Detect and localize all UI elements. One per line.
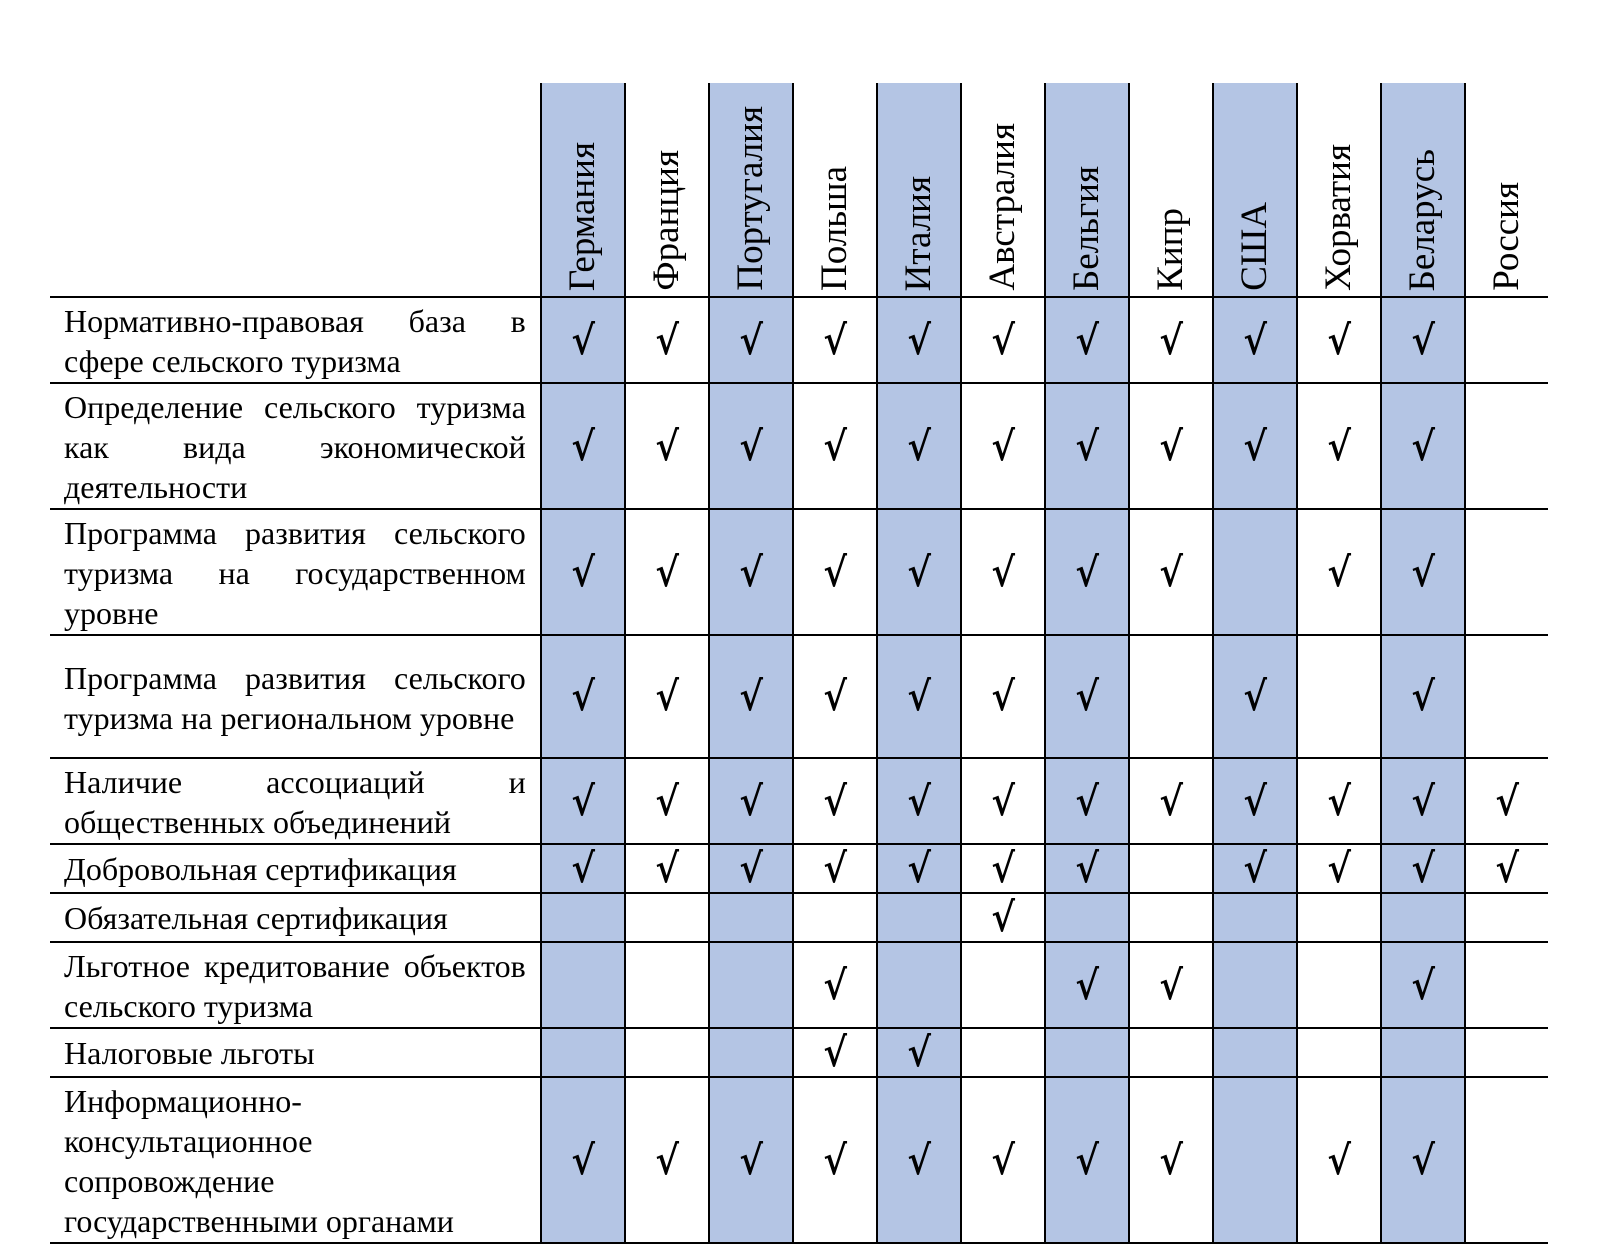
country-name: Польша — [814, 166, 856, 291]
table-cell — [541, 383, 625, 509]
table-cell — [1045, 758, 1129, 844]
check-mark-icon: √ — [1327, 548, 1351, 596]
table-cell — [961, 383, 1045, 509]
table-cell — [1381, 1077, 1465, 1243]
country-name: Россия — [1486, 182, 1528, 291]
table-cell — [1129, 844, 1213, 893]
table-cell — [1045, 297, 1129, 383]
table-cell — [1465, 893, 1548, 942]
row-label: Добровольная сертификация — [50, 844, 541, 893]
table-cell — [1213, 758, 1297, 844]
table-cell — [625, 1028, 709, 1077]
table-cell — [1465, 1028, 1548, 1077]
header-row — [50, 83, 1548, 297]
check-mark-icon: √ — [1327, 777, 1351, 825]
table-cell — [1213, 844, 1297, 893]
check-mark-icon: √ — [1159, 548, 1183, 596]
table-cell — [877, 635, 961, 758]
check-mark-icon: √ — [570, 422, 595, 470]
check-mark-icon: √ — [1243, 422, 1267, 470]
table-cell — [1381, 942, 1465, 1028]
check-mark-icon: √ — [654, 845, 679, 892]
table-cell — [625, 383, 709, 509]
row-label: Налоговые льготы — [50, 1028, 541, 1077]
check-mark-icon: √ — [907, 673, 931, 720]
country-name: Бельгия — [1066, 165, 1108, 291]
check-mark-icon: √ — [1327, 422, 1351, 470]
check-mark-icon: √ — [1159, 422, 1183, 470]
table-cell — [961, 942, 1045, 1028]
table-cell — [541, 942, 625, 1028]
table-cell — [793, 383, 877, 509]
table-cell — [1045, 635, 1129, 758]
table-cell — [877, 893, 961, 942]
check-mark-icon: √ — [1159, 1136, 1183, 1184]
table-cell — [625, 297, 709, 383]
check-mark-icon: √ — [907, 1029, 931, 1076]
table-body — [50, 297, 1548, 1243]
table-cell — [1297, 635, 1381, 758]
check-mark-icon: √ — [1495, 845, 1519, 892]
check-mark-icon: √ — [823, 422, 847, 470]
check-mark-icon: √ — [1159, 777, 1183, 825]
table-cell — [961, 893, 1045, 942]
check-mark-icon: √ — [991, 845, 1015, 892]
table-cell — [1297, 383, 1381, 509]
check-mark-icon: √ — [1159, 316, 1183, 364]
column-header — [1129, 83, 1213, 297]
check-mark-icon: √ — [738, 777, 763, 825]
row-label: Информационно-консультационное сопровождение государственными органами — [50, 1077, 541, 1243]
table-cell — [1297, 893, 1381, 942]
table-cell — [625, 635, 709, 758]
table-cell — [1213, 1028, 1297, 1077]
check-mark-icon: √ — [570, 316, 595, 364]
country-name: Австралия — [982, 123, 1024, 291]
check-mark-icon: √ — [738, 548, 763, 596]
table-cell — [961, 844, 1045, 893]
table-row — [50, 844, 1548, 893]
check-mark-icon: √ — [1495, 777, 1519, 825]
check-mark-icon: √ — [1411, 548, 1435, 596]
check-mark-icon: √ — [991, 1136, 1015, 1184]
table-row — [50, 942, 1548, 1028]
check-mark-icon: √ — [1075, 548, 1099, 596]
table-cell — [709, 844, 793, 893]
check-mark-icon: √ — [1411, 316, 1435, 364]
column-header — [1213, 83, 1297, 297]
table-cell — [1381, 509, 1465, 635]
check-mark-icon: √ — [738, 316, 763, 364]
check-mark-icon: √ — [907, 548, 931, 596]
table-cell — [1465, 844, 1548, 893]
column-header — [1381, 83, 1465, 297]
row-label: Определение сельского туризма как вида экономической деятельности — [50, 383, 541, 509]
table-cell — [1045, 844, 1129, 893]
table-cell — [961, 635, 1045, 758]
table-row — [50, 635, 1548, 758]
check-mark-icon: √ — [907, 845, 931, 892]
check-mark-icon: √ — [823, 777, 847, 825]
table-cell — [541, 844, 625, 893]
table-row — [50, 893, 1548, 942]
check-mark-icon: √ — [654, 673, 679, 720]
check-mark-icon: √ — [570, 1136, 595, 1184]
check-mark-icon: √ — [823, 961, 847, 1009]
table-cell — [709, 1028, 793, 1077]
header-corner — [50, 83, 541, 297]
table-row — [50, 1077, 1548, 1243]
table-cell — [1213, 635, 1297, 758]
table-cell — [1381, 844, 1465, 893]
check-mark-icon: √ — [1075, 1136, 1099, 1184]
table-cell — [1297, 509, 1381, 635]
check-mark-icon: √ — [654, 548, 679, 596]
table-cell — [1381, 635, 1465, 758]
table-cell — [793, 635, 877, 758]
column-header — [877, 83, 961, 297]
check-mark-icon: √ — [1075, 673, 1099, 720]
check-mark-icon: √ — [1411, 777, 1435, 825]
table-cell — [1465, 509, 1548, 635]
table-row — [50, 383, 1548, 509]
table-cell — [961, 509, 1045, 635]
column-header — [1465, 83, 1548, 297]
column-header — [793, 83, 877, 297]
country-name: Франция — [646, 150, 688, 291]
check-mark-icon: √ — [654, 777, 679, 825]
table-cell — [1213, 1077, 1297, 1243]
check-mark-icon: √ — [991, 894, 1015, 941]
table-cell — [1129, 893, 1213, 942]
check-mark-icon: √ — [1075, 961, 1099, 1009]
table-cell — [793, 844, 877, 893]
table-cell — [961, 297, 1045, 383]
table-cell — [1213, 383, 1297, 509]
check-mark-icon: √ — [1243, 673, 1267, 720]
check-mark-icon: √ — [1411, 845, 1435, 892]
table-cell — [709, 383, 793, 509]
table-cell — [877, 1077, 961, 1243]
table-cell — [961, 1028, 1045, 1077]
check-mark-icon: √ — [823, 673, 847, 720]
column-header — [961, 83, 1045, 297]
check-mark-icon: √ — [738, 845, 763, 892]
table-cell — [1129, 509, 1213, 635]
column-header — [709, 83, 793, 297]
table-cell — [1129, 758, 1213, 844]
table-cell — [1381, 758, 1465, 844]
column-header — [541, 83, 625, 297]
country-name: Португалия — [730, 106, 772, 291]
column-header — [1297, 83, 1381, 297]
table-cell — [1465, 635, 1548, 758]
table-cell — [1129, 942, 1213, 1028]
row-label: Программа развития сельского туризма на государственном уровне — [50, 509, 541, 635]
check-mark-icon: √ — [1075, 777, 1099, 825]
table-cell — [625, 893, 709, 942]
table-cell — [793, 893, 877, 942]
table-cell — [709, 1077, 793, 1243]
country-name: Италия — [898, 175, 940, 291]
table-row — [50, 758, 1548, 844]
check-mark-icon: √ — [823, 845, 847, 892]
check-mark-icon: √ — [1075, 845, 1099, 892]
table-cell — [1045, 893, 1129, 942]
check-mark-icon: √ — [823, 1136, 847, 1184]
check-mark-icon: √ — [1411, 1136, 1435, 1184]
table-cell — [709, 942, 793, 1028]
table-cell — [1297, 297, 1381, 383]
table-cell — [625, 1077, 709, 1243]
table-cell — [1465, 942, 1548, 1028]
table-cell — [541, 893, 625, 942]
check-mark-icon: √ — [991, 548, 1015, 596]
table-cell — [1045, 383, 1129, 509]
table-cell — [1381, 297, 1465, 383]
column-header — [1045, 83, 1129, 297]
table-cell — [961, 1077, 1045, 1243]
table-cell — [1213, 297, 1297, 383]
table-row — [50, 1028, 1548, 1077]
table-cell — [709, 635, 793, 758]
country-name: Беларусь — [1402, 148, 1444, 291]
table-cell — [877, 942, 961, 1028]
table-cell — [1297, 844, 1381, 893]
table-cell — [1213, 942, 1297, 1028]
check-mark-icon: √ — [907, 777, 931, 825]
table-cell — [625, 942, 709, 1028]
table-cell — [709, 297, 793, 383]
table-cell — [1297, 1077, 1381, 1243]
check-mark-icon: √ — [991, 673, 1015, 720]
row-label: Программа развития сельского туризма на региональном уровне — [50, 635, 541, 758]
table-cell — [1297, 942, 1381, 1028]
table-cell — [1465, 758, 1548, 844]
column-header — [625, 83, 709, 297]
check-mark-icon: √ — [738, 422, 763, 470]
table-cell — [541, 1077, 625, 1243]
table-cell — [1381, 893, 1465, 942]
table-cell — [1297, 1028, 1381, 1077]
row-label: Льготное кредитование объектов сельского туризма — [50, 942, 541, 1028]
table-cell — [1381, 383, 1465, 509]
check-mark-icon: √ — [823, 1029, 847, 1076]
table-cell — [1129, 383, 1213, 509]
table-cell — [793, 1028, 877, 1077]
table-cell — [793, 509, 877, 635]
country-name: Кипр — [1150, 208, 1192, 291]
comparison-table — [50, 83, 1548, 1244]
table-cell — [793, 758, 877, 844]
table-cell — [961, 758, 1045, 844]
table-cell — [793, 942, 877, 1028]
check-mark-icon: √ — [654, 1136, 679, 1184]
check-mark-icon: √ — [570, 548, 595, 596]
table-cell — [709, 509, 793, 635]
check-mark-icon: √ — [991, 422, 1015, 470]
check-mark-icon: √ — [1159, 961, 1183, 1009]
country-name: Хорватия — [1318, 144, 1360, 291]
check-mark-icon: √ — [907, 1136, 931, 1184]
table-cell — [1045, 509, 1129, 635]
table-cell — [541, 635, 625, 758]
table-cell — [541, 509, 625, 635]
check-mark-icon: √ — [1243, 316, 1267, 364]
table-cell — [1129, 297, 1213, 383]
table-cell — [541, 758, 625, 844]
check-mark-icon: √ — [570, 845, 595, 892]
table-cell — [625, 509, 709, 635]
table-cell — [625, 844, 709, 893]
table-cell — [793, 297, 877, 383]
check-mark-icon: √ — [570, 777, 595, 825]
check-mark-icon: √ — [1075, 422, 1099, 470]
table-cell — [709, 893, 793, 942]
table-cell — [1045, 1077, 1129, 1243]
table-cell — [1465, 297, 1548, 383]
check-mark-icon: √ — [654, 316, 679, 364]
check-mark-icon: √ — [991, 316, 1015, 364]
table-cell — [625, 758, 709, 844]
table-cell — [1129, 1077, 1213, 1243]
table-cell — [1045, 942, 1129, 1028]
table-cell — [1465, 383, 1548, 509]
check-mark-icon: √ — [738, 673, 763, 720]
check-mark-icon: √ — [991, 777, 1015, 825]
table-cell — [1129, 1028, 1213, 1077]
table-cell — [1297, 758, 1381, 844]
check-mark-icon: √ — [1411, 961, 1435, 1009]
row-label: Наличие ассоциаций и общественных объединений — [50, 758, 541, 844]
row-label: Нормативно-правовая база в сфере сельского туризма — [50, 297, 541, 383]
table-cell — [793, 1077, 877, 1243]
check-mark-icon: √ — [1411, 422, 1435, 470]
table-cell — [709, 758, 793, 844]
check-mark-icon: √ — [907, 422, 931, 470]
table-cell — [877, 758, 961, 844]
table-cell — [541, 297, 625, 383]
table-cell — [541, 1028, 625, 1077]
check-mark-icon: √ — [1327, 316, 1351, 364]
check-mark-icon: √ — [823, 316, 847, 364]
table-cell — [877, 1028, 961, 1077]
check-mark-icon: √ — [1243, 777, 1267, 825]
check-mark-icon: √ — [1243, 845, 1267, 892]
check-mark-icon: √ — [570, 673, 595, 720]
table-cell — [1381, 1028, 1465, 1077]
table-cell — [1213, 509, 1297, 635]
row-label: Обязательная сертификация — [50, 893, 541, 942]
check-mark-icon: √ — [907, 316, 931, 364]
check-mark-icon: √ — [1327, 1136, 1351, 1184]
check-mark-icon: √ — [1411, 673, 1435, 720]
check-mark-icon: √ — [654, 422, 679, 470]
table-row — [50, 509, 1548, 635]
table-cell — [877, 509, 961, 635]
table-cell — [877, 297, 961, 383]
check-mark-icon: √ — [823, 548, 847, 596]
table-cell — [877, 844, 961, 893]
country-name: Германия — [562, 141, 604, 291]
table-cell — [1045, 1028, 1129, 1077]
table-cell — [1465, 1077, 1548, 1243]
check-mark-icon: √ — [1075, 316, 1099, 364]
country-name: США — [1234, 202, 1276, 291]
check-mark-icon: √ — [738, 1136, 763, 1184]
table-row — [50, 297, 1548, 383]
table-cell — [1129, 635, 1213, 758]
table-cell — [1213, 893, 1297, 942]
table-cell — [877, 383, 961, 509]
check-mark-icon: √ — [1327, 845, 1351, 892]
